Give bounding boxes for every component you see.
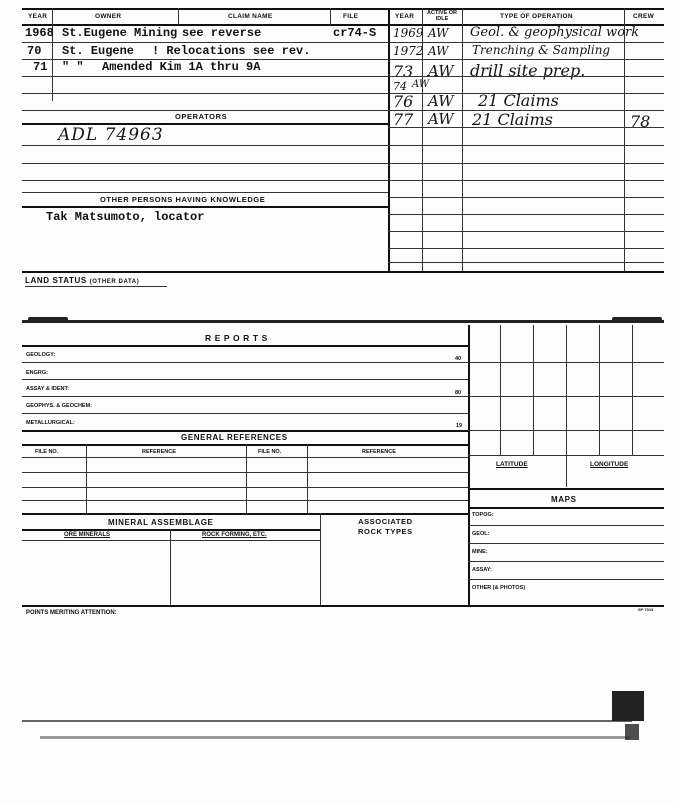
land-status-sub: (OTHER DATA) — [89, 279, 140, 285]
ops-row-rule — [388, 197, 664, 198]
row-rule — [22, 110, 388, 111]
form-code: SP 7013 — [638, 607, 654, 612]
ops-row-4-year: 74 — [393, 80, 407, 93]
row-rule — [22, 529, 320, 531]
ops-row-rule — [388, 163, 664, 164]
ops-row-2-type: Trenching & Sampling — [472, 43, 611, 57]
latitude-label: LATITUDE — [496, 461, 528, 468]
land-status-underline — [25, 286, 167, 287]
claim-row-2-year: 70 — [27, 44, 42, 58]
ops-row-rule — [388, 59, 664, 60]
col-divider — [178, 8, 179, 25]
operators-heading: OPERATORS — [175, 112, 228, 121]
col-divider — [330, 8, 331, 25]
row-rule — [22, 513, 468, 515]
mineral-assemblage-heading: MINERAL ASSEMBLAGE — [108, 518, 214, 527]
ops-row-3-active: AW — [428, 62, 454, 80]
land-status-heading — [25, 276, 139, 285]
ops-row-5-year: 76 — [393, 92, 414, 111]
ops-row-rule — [388, 262, 664, 263]
row-rule — [22, 487, 468, 488]
top-section-bottom-rule — [22, 271, 664, 273]
ops-row-6-active: AW — [428, 110, 454, 128]
points-meriting-attention-label: POINTS MERITING ATTENTION: — [26, 610, 117, 616]
scan-dark-block — [625, 724, 639, 740]
row-rule — [22, 192, 388, 193]
row-rule — [22, 396, 468, 397]
row-rule — [22, 457, 468, 458]
ops-row-rule — [388, 180, 664, 181]
col-divider — [170, 529, 171, 605]
general-references-heading: GENERAL REFERENCES — [181, 433, 288, 442]
scan-mark — [612, 317, 662, 321]
scan-streak — [22, 720, 632, 722]
report-geology-num: 40 — [455, 356, 462, 362]
row-rule — [468, 543, 664, 544]
report-metallurgical: METALLURGICAL: — [26, 420, 75, 426]
ops-row-1-type: Geol. & geophysical work — [470, 25, 640, 40]
ops-row-2-year: 1972 — [393, 44, 424, 58]
ops-header-crew: CREW — [633, 13, 655, 20]
claim-row-2-claim-name: ! Relocations see rev. — [152, 44, 311, 58]
ops-row-3-year: 73 — [393, 62, 414, 81]
col-divider — [320, 513, 321, 605]
map-assay: ASSAY: — [472, 567, 492, 573]
row-rule — [468, 525, 664, 526]
claim-row-3-year: 71 — [33, 60, 48, 74]
row-rule — [22, 500, 468, 501]
claim-row-1-file: cr74-S — [333, 26, 377, 40]
row-rule — [22, 163, 388, 164]
report-geology: GEOLOGY: — [26, 352, 56, 358]
rock-forming-label: ROCK FORMING, ETC. — [202, 532, 267, 538]
claim-row-1-owner: St.Eugene Mining — [62, 26, 178, 40]
grid-line — [468, 455, 664, 456]
associated-line-2: ROCK TYPES — [358, 527, 413, 536]
row-rule — [468, 579, 664, 580]
grid-line — [468, 430, 664, 431]
col-header-file: FILE — [343, 13, 359, 20]
row-rule — [22, 93, 388, 94]
scan-dark-block — [612, 691, 644, 721]
ops-header-active: ACTIVE OR IDLE — [427, 10, 457, 22]
ops-row-3-type: drill site prep. — [470, 61, 586, 80]
grid-line — [500, 325, 501, 455]
bottom-section-rule — [22, 605, 664, 607]
ops-row-rule — [388, 42, 664, 43]
report-engrg: ENGRG: — [26, 370, 48, 376]
map-other: OTHER (& PHOTOS) — [472, 585, 526, 591]
gen-ref-col-file-2: FILE NO. — [258, 449, 282, 455]
row-rule — [22, 76, 388, 77]
ops-header-year: YEAR — [395, 13, 415, 20]
ops-row-rule — [388, 127, 664, 128]
ore-minerals-label: ORE MINERALS — [64, 532, 111, 538]
ops-row-rule — [388, 110, 664, 111]
row-rule — [468, 488, 664, 490]
top-border — [22, 8, 664, 10]
row-rule — [22, 42, 388, 43]
ops-row-6-crew: 78 — [630, 112, 651, 131]
report-assay: ASSAY & IDENT: — [26, 386, 70, 392]
gen-ref-col-reference-2: REFERENCE — [362, 449, 396, 455]
map-geol: GEOL: — [472, 531, 490, 537]
ops-col-divider — [462, 8, 463, 272]
reports-rule — [22, 345, 468, 347]
row-rule — [22, 444, 468, 446]
claim-row-3-owner: " " — [62, 60, 84, 74]
row-rule — [22, 379, 468, 380]
grid-line — [599, 325, 600, 455]
ops-row-1-year: 1969 — [393, 26, 424, 40]
ops-row-rule — [388, 76, 664, 77]
section-divider — [388, 8, 390, 272]
ops-row-1-active: AW — [428, 26, 449, 40]
grid-line — [566, 325, 567, 487]
claim-row-1-year: 1968 — [25, 26, 54, 40]
ops-row-6-type: 21 Claims — [472, 110, 553, 129]
scan-mark — [28, 317, 68, 321]
grid-line — [533, 325, 534, 455]
col-divider — [86, 444, 87, 514]
ops-header-type: TYPE OF OPERATION — [500, 13, 573, 20]
maps-heading: MAPS — [551, 495, 577, 504]
longitude-label: LONGITUDE — [590, 461, 629, 468]
claim-row-3-claim-name: Amended Kim 1A thru 9A — [102, 60, 261, 74]
ops-row-5-type: 21 Claims — [478, 91, 559, 110]
col-divider — [52, 8, 53, 101]
row-rule — [22, 540, 320, 541]
col-divider — [246, 444, 247, 514]
operators-entry: ADL 74963 — [58, 125, 164, 145]
row-rule — [468, 561, 664, 562]
map-mine: MINE: — [472, 549, 488, 555]
row-rule — [22, 413, 468, 414]
row-rule — [22, 180, 388, 181]
row-rule — [22, 430, 468, 432]
col-header-owner: OWNER — [95, 13, 122, 20]
associated-line-1: ASSOCIATED — [358, 517, 413, 526]
other-persons-rule — [22, 206, 388, 208]
report-geophys: GEOPHYS. & GEOCHEM: — [26, 403, 93, 409]
claim-row-1-claim-name: see reverse — [182, 26, 262, 40]
col-header-claim-name: CLAIM NAME — [228, 13, 273, 20]
reports-heading: R E P O R T S — [205, 333, 268, 343]
ops-row-4-active: AW — [412, 79, 430, 90]
claim-row-2-owner: St. Eugene — [62, 44, 135, 58]
ops-row-rule — [388, 248, 664, 249]
gen-ref-col-reference-1: REFERENCE — [142, 449, 176, 455]
ops-row-rule — [388, 231, 664, 232]
ops-col-divider — [624, 8, 625, 272]
ops-row-rule — [388, 93, 664, 94]
col-divider — [307, 444, 308, 514]
ops-row-rule — [388, 145, 664, 146]
report-assay-num: 80 — [455, 390, 462, 396]
grid-line — [632, 325, 633, 455]
ops-row-6-year: 77 — [393, 110, 414, 129]
col-header-year: YEAR — [28, 13, 48, 20]
gen-ref-col-file-1: FILE NO. — [35, 449, 59, 455]
other-persons-entry: Tak Matsumoto, locator — [46, 210, 205, 224]
scan-streak — [40, 736, 630, 739]
row-rule — [22, 472, 468, 473]
ops-row-rule — [388, 214, 664, 215]
section-divider — [468, 325, 470, 605]
row-rule — [22, 362, 468, 363]
grid-line — [468, 396, 664, 397]
ops-row-2-active: AW — [428, 44, 449, 58]
associated-rock-types-heading — [358, 517, 413, 537]
row-rule — [22, 145, 388, 146]
report-metallurgical-num: 19 — [456, 423, 463, 429]
other-persons-heading: OTHER PERSONS HAVING KNOWLEDGE — [100, 195, 266, 204]
scan-band — [22, 320, 664, 323]
ops-row-5-active: AW — [428, 92, 454, 110]
land-status-label: LAND STATUS — [25, 276, 87, 285]
row-rule — [468, 507, 664, 509]
grid-line — [468, 362, 664, 363]
map-topog: TOPOG: — [472, 512, 494, 518]
